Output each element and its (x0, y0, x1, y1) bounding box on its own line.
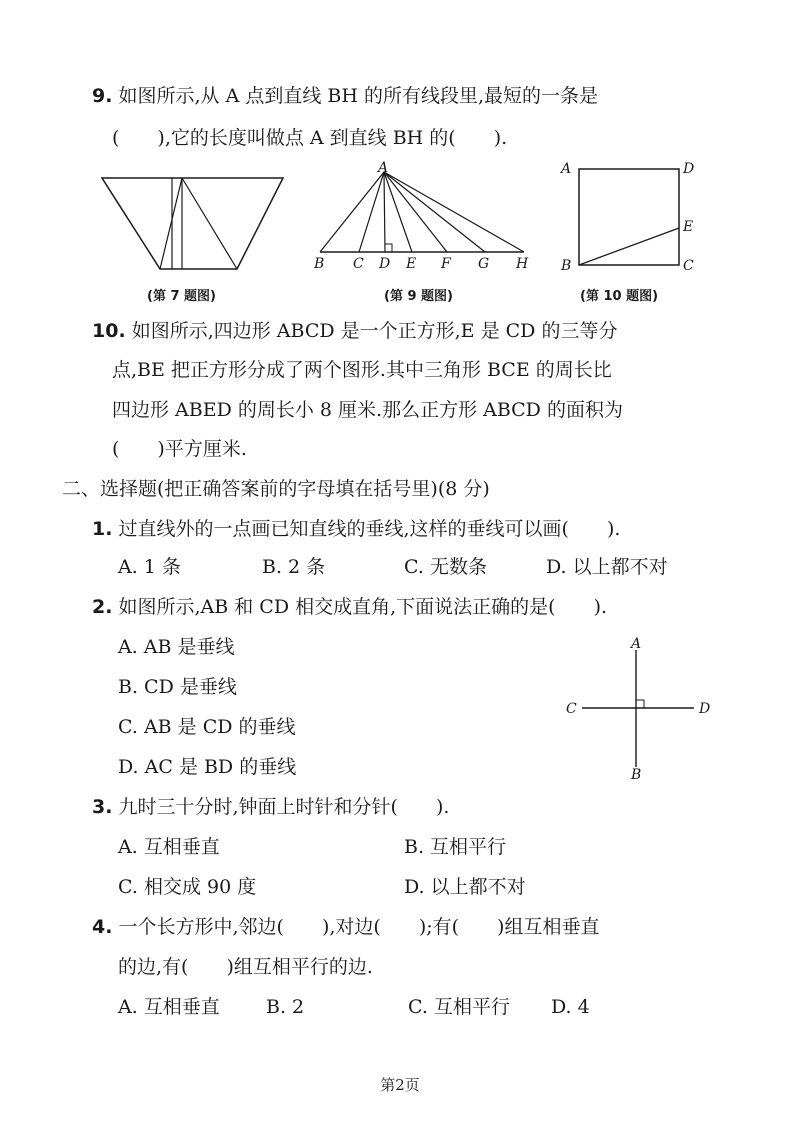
fig10-caption: (第 10 题图) (580, 289, 659, 304)
q9-line2 (112, 125, 507, 151)
q10-text-4: ( )平方厘米. (112, 438, 247, 460)
c1-text: 过直线外的一点画已知直线的垂线,这样的垂线可以画( ). (118, 518, 621, 540)
fig9-caption: (第 9 题图) (384, 289, 453, 304)
fig-q2-label-b: B (631, 767, 642, 783)
c2-number: 2. (92, 596, 113, 618)
c2-option-a: A. AB 是垂线 (118, 636, 235, 658)
c3-option-b: B. 互相平行 (404, 836, 507, 858)
c1-number: 1. (92, 518, 113, 540)
q9-line1 (92, 83, 598, 109)
q9-text-2: ( ),它的长度叫做点 A 到直线 BH 的( ). (112, 127, 508, 149)
q10-line3 (112, 397, 623, 423)
c3-option-d: D. 以上都不对 (404, 876, 526, 898)
fig10-label-d: D (683, 161, 695, 177)
c4-option-c: C. 互相平行 (408, 996, 510, 1018)
figure-10 (555, 155, 705, 275)
fig10-label-c: C (683, 258, 694, 274)
fig9-label-b: B (314, 256, 325, 272)
c3-question (92, 794, 449, 820)
figure-7 (100, 172, 285, 272)
q10-number: 10. (92, 320, 126, 342)
c1-option-b: B. 2 条 (262, 556, 326, 578)
c1-option-a: A. 1 条 (118, 556, 181, 578)
fig-q2-label-c: C (566, 701, 577, 717)
figure-perpendicular (562, 632, 722, 782)
c4-option-d: D. 4 (551, 996, 590, 1018)
fig-q2-label-d: D (699, 701, 711, 717)
c2-option-b: B. CD 是垂线 (118, 676, 237, 698)
page-number: 第2页 (380, 1076, 420, 1094)
fig9-label-e: E (406, 256, 417, 272)
c2-option-d: D. AC 是 BD 的垂线 (118, 756, 297, 778)
figure-9 (310, 160, 535, 275)
c2-option-c: C. AB 是 CD 的垂线 (118, 716, 296, 738)
c4-question-line2 (118, 954, 373, 980)
q10-text-1: 如图所示,四边形 ABCD 是一个正方形,E 是 CD 的三等分 (131, 320, 618, 342)
q9-text-1: 如图所示,从 A 点到直线 BH 的所有线段里,最短的一条是 (118, 85, 598, 107)
c4-text-2: 的边,有( )组互相平行的边. (118, 956, 373, 978)
q10-line2 (112, 357, 612, 383)
fig10-label-a: A (561, 161, 572, 177)
q10-text-2: 点,BE 把正方形分成了两个图形.其中三角形 BCE 的周长比 (112, 359, 612, 381)
c4-text-1: 一个长方形中,邻边( ),对边( );有( )组互相垂直 (118, 916, 600, 938)
fig9-label-g: G (478, 256, 490, 272)
fig7-caption: (第 7 题图) (147, 289, 216, 304)
q10-text-3: 四边形 ABED 的周长小 8 厘米.那么正方形 ABCD 的面积为 (112, 399, 623, 421)
c2-text: 如图所示,AB 和 CD 相交成直角,下面说法正确的是( ). (118, 596, 608, 618)
q9-number: 9. (92, 85, 113, 107)
c4-question-line1 (92, 914, 599, 940)
c4-number: 4. (92, 916, 113, 938)
c3-option-c: C. 相交成 90 度 (118, 876, 257, 898)
c1-question (92, 516, 620, 542)
c4-option-a: A. 互相垂直 (118, 996, 220, 1018)
c3-text: 九时三十分时,钟面上时针和分针( ). (118, 796, 450, 818)
fig9-label-c: C (353, 256, 364, 272)
fig10-label-b: B (561, 258, 572, 274)
fig9-label-h: H (516, 256, 529, 272)
fig10-label-e: E (683, 219, 694, 235)
fig-q2-label-a: A (631, 636, 642, 652)
section-2-title: 二、选择题(把正确答案前的字母填在括号里)(8 分) (62, 478, 490, 500)
fig9-label-f: F (441, 256, 451, 272)
c3-option-a: A. 互相垂直 (118, 836, 220, 858)
q10-line1 (92, 318, 617, 344)
fig9-label-a: A (378, 160, 389, 176)
c2-question (92, 594, 607, 620)
c1-option-d: D. 以上都不对 (546, 556, 668, 578)
fig9-label-d: D (379, 256, 391, 272)
c4-option-b: B. 2 (266, 996, 305, 1018)
q10-line4 (112, 436, 247, 462)
c3-number: 3. (92, 796, 113, 818)
c1-option-c: C. 无数条 (404, 556, 487, 578)
